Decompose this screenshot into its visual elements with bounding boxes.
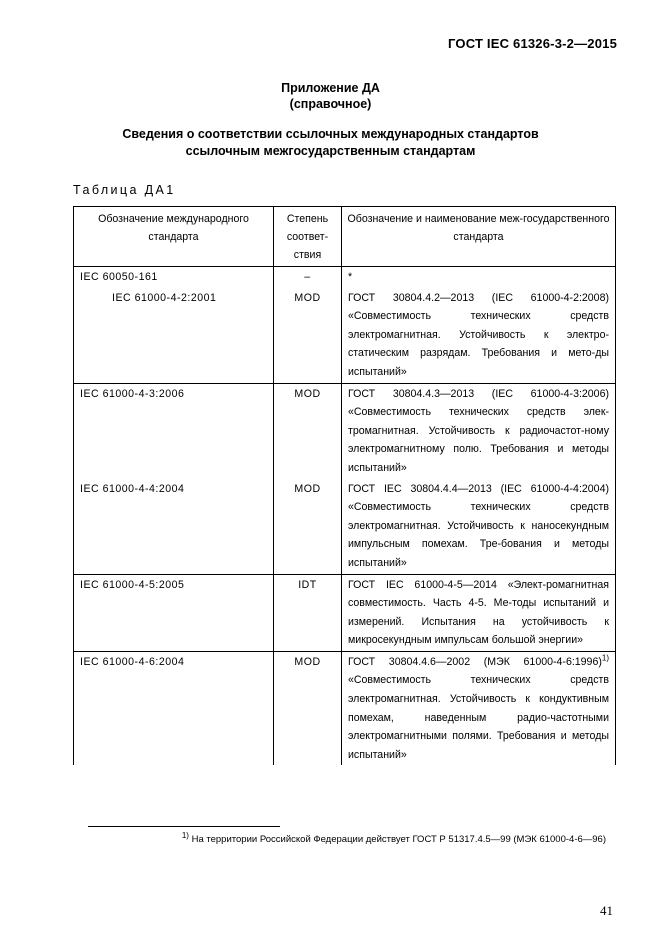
gost-cell: ГОСТ IEC 61000-4-5—2014 «Элект-ромагнитная совместимость. Часть 4-5. Ме-тоды испытаний и измерений. Испытания на устойчивость к микросекундным импульсам большой энергии» (342, 574, 616, 651)
table-row (74, 574, 616, 651)
gost-title: «Совместимость технических средств электромагнитная. Устойчивость к кондуктивным помехам, наведенным радио-частотными электромагнитными полями. Требования и методы испытаний» (348, 674, 609, 761)
table-label: Таблица ДА1 (73, 183, 176, 197)
degree-cell: MOD (274, 288, 342, 383)
footnote-separator (88, 826, 280, 827)
degree-cell: MOD (274, 479, 342, 574)
annex-title: Приложение ДА (281, 81, 380, 95)
footnote-reference: 1) (601, 653, 609, 663)
table-row (74, 267, 616, 288)
gost-cell (342, 651, 616, 765)
annex-subtitle: (справочное) (289, 97, 372, 111)
table-row (74, 383, 616, 478)
footnote (0, 830, 606, 845)
gost-designation: ГОСТ 30804.4.6—2002 (МЭК 61000-4-6:1996) (348, 655, 602, 668)
degree-cell: MOD (274, 651, 342, 765)
table-row (74, 651, 616, 765)
page-number: 41 (600, 903, 613, 918)
header-international-standard: Обозначение международного стандарта (74, 207, 274, 267)
table-row (74, 288, 616, 383)
annex-heading (0, 80, 661, 112)
intl-standard-cell: IEC 61000-4-2:2001 (74, 288, 274, 383)
gost-cell: ГОСТ 30804.4.3—2013 (IEC 61000-4-3:2006) «Совместимость технических средств элек-тромагнитная. Устойчивость к радиочастот-ному электромагнитному полю. Требования и методы испытаний» (342, 383, 616, 478)
footnote-marker: 1) (181, 830, 189, 840)
section-title-line-1: Сведения о соответствии ссылочных международных стандартов (122, 127, 539, 141)
gost-cell: ГОСТ 30804.4.2—2013 (IEC 61000-4-2:2008) «Совместимость технических средств электромагнитная. Устойчивость к электро-статическим разрядам. Требования и мето-ды испытаний» (342, 288, 616, 383)
header-degree-of-conformity: Степень соответ-ствия (274, 207, 342, 267)
table-row (74, 479, 616, 574)
document-code: ГОСТ IEC 61326-3-2—2015 (448, 36, 617, 51)
intl-standard-cell: IEC 60050-161 (74, 267, 274, 288)
correspondence-table-container (73, 206, 615, 796)
gost-cell: ГОСТ IEC 30804.4.4—2013 (IEC 61000-4-4:2004) «Совместимость технических средств электромагнитная. Устойчивость к наносекундным импульсным помехам. Тре-бования и методы испытаний» (342, 479, 616, 574)
section-title-line-2: ссылочным межгосударственным стандартам (185, 144, 476, 158)
intl-standard-cell: IEC 61000-4-6:2004 (74, 651, 274, 765)
section-title (0, 126, 661, 160)
footnote-text: На территории Российской Федерации действует ГОСТ Р 51317.4.5—99 (МЭК 61000-4-6—96) (188, 834, 606, 845)
correspondence-table (73, 206, 616, 765)
gost-cell: * (342, 267, 616, 288)
intl-standard-cell: IEC 61000-4-4:2004 (74, 479, 274, 574)
intl-standard-cell: IEC 61000-4-5:2005 (74, 574, 274, 651)
intl-standard-cell: IEC 61000-4-3:2006 (74, 383, 274, 478)
table-header-row (74, 207, 616, 267)
degree-cell: – (274, 267, 342, 288)
degree-cell: MOD (274, 383, 342, 478)
degree-cell: IDT (274, 574, 342, 651)
header-interstate-standard: Обозначение и наименование меж-государственного стандарта (342, 207, 616, 267)
